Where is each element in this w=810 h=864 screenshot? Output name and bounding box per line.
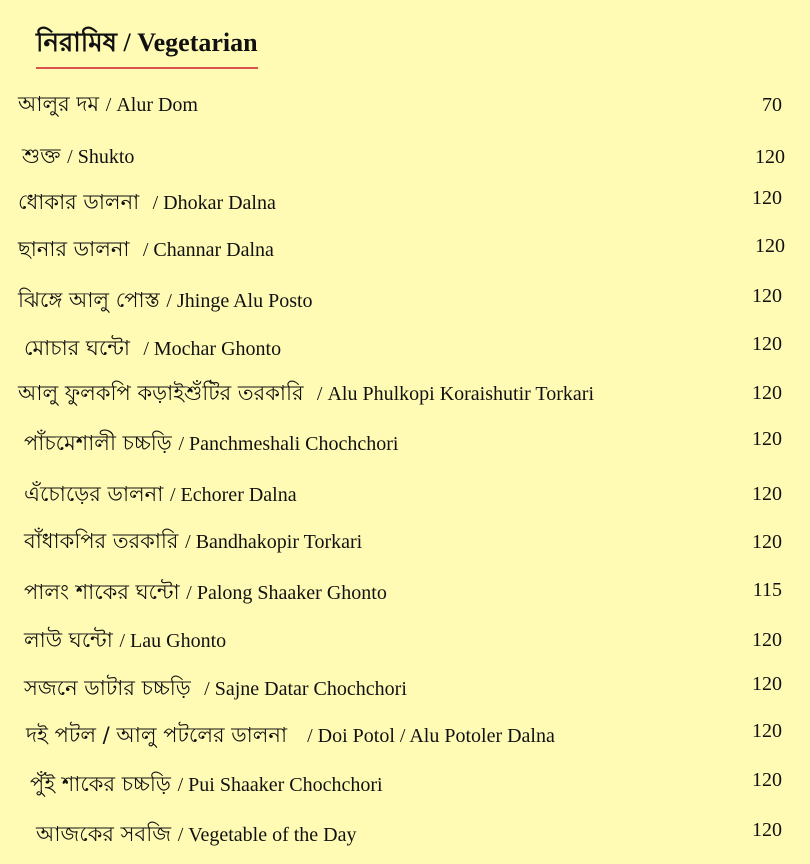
item-english: / Shukto — [67, 146, 135, 168]
item-bengali: পুঁই শাকের চচ্চড়ি — [30, 772, 171, 796]
menu-item-11 — [0, 624, 810, 654]
item-name — [24, 332, 281, 367]
menu-item-4 — [0, 284, 810, 314]
item-bengali: আলু ফুলকপি কড়াইশুঁটির তরকারি — [18, 381, 304, 405]
heading-separator: / — [117, 28, 138, 57]
item-english: / Vegetable of the Day — [177, 824, 357, 846]
item-bengali: ছানার ডালনা — [18, 237, 130, 261]
menu-item-6 — [0, 377, 810, 407]
item-english: / Lau Ghonto — [119, 630, 227, 652]
item-english: / Bandhakopir Torkari — [185, 531, 363, 553]
item-bengali: মোচার ঘন্টো — [24, 336, 130, 360]
item-bengali: শুক্ত — [22, 144, 61, 168]
item-price: 120 — [755, 146, 785, 168]
item-price: 120 — [752, 769, 782, 791]
menu-item-14 — [0, 768, 810, 798]
item-name — [24, 672, 407, 707]
menu-item-10 — [0, 576, 810, 606]
item-bengali: পাঁচমেশালী চচ্চড়ি — [24, 431, 172, 455]
item-price: 120 — [752, 483, 782, 505]
item-price: 120 — [752, 720, 782, 742]
item-name — [18, 233, 274, 268]
menu-item-13 — [0, 719, 810, 749]
item-bengali: এঁচোড়ের ডালনা — [24, 482, 164, 506]
menu-item-5 — [0, 332, 810, 362]
item-price: 120 — [752, 428, 782, 450]
item-english: / Doi Potol / Alu Potoler Dalna — [307, 725, 555, 747]
item-bengali: আজকের সবজি — [36, 822, 171, 846]
item-english: / Jhinge Alu Posto — [166, 290, 313, 312]
menu-item-8 — [0, 478, 810, 508]
item-name — [36, 818, 357, 853]
item-name — [18, 377, 594, 412]
item-english: / Palong Shaaker Ghonto — [186, 582, 387, 604]
item-english: / Echorer Dalna — [170, 484, 297, 506]
item-price: 70 — [762, 94, 782, 116]
item-bengali: সজনে ডাটার চচ্চড়ি — [24, 676, 191, 700]
item-bengali: ধোকার ডালনা — [18, 190, 140, 214]
item-name — [24, 478, 297, 513]
menu-item-3 — [0, 233, 810, 263]
item-bengali: পালং শাকের ঘন্টো — [24, 580, 180, 604]
item-bengali: দই পটল / আলু পটলের ডালনা — [26, 723, 288, 747]
item-english: / Panchmeshali Chochchori — [178, 433, 399, 455]
menu-item-0 — [0, 88, 810, 118]
item-name — [24, 624, 226, 659]
item-name — [18, 284, 313, 319]
item-english: / Sajne Datar Chochchori — [204, 678, 407, 700]
item-name — [18, 186, 276, 221]
item-english: / Dhokar Dalna — [152, 192, 276, 214]
item-name — [24, 525, 362, 560]
item-name — [30, 768, 383, 803]
menu-item-2 — [0, 186, 810, 216]
item-price: 120 — [752, 285, 782, 307]
item-name — [22, 140, 134, 175]
item-price: 120 — [752, 629, 782, 651]
item-price: 120 — [752, 531, 782, 553]
item-english: / Alur Dom — [105, 94, 198, 116]
heading-english: Vegetarian — [137, 28, 258, 57]
item-english: / Alu Phulkopi Koraishutir Torkari — [316, 383, 595, 405]
menu-item-9 — [0, 525, 810, 555]
item-price: 120 — [752, 819, 782, 841]
item-bengali: লাউ ঘন্টো — [24, 628, 113, 652]
menu-item-12 — [0, 672, 810, 702]
item-english: / Mochar Ghonto — [143, 338, 282, 360]
item-price: 115 — [752, 579, 782, 601]
item-english: / Pui Shaaker Chochchori — [177, 774, 383, 796]
item-name — [26, 719, 555, 754]
section-heading — [36, 22, 258, 69]
item-price: 120 — [752, 333, 782, 355]
item-bengali: আলুর দম — [18, 92, 100, 116]
menu-item-1 — [0, 140, 810, 170]
item-price: 120 — [752, 673, 782, 695]
heading-bengali: নিরামিষ — [36, 28, 118, 57]
item-bengali: বাঁধাকপির তরকারি — [24, 529, 179, 553]
item-english: / Channar Dalna — [142, 239, 274, 261]
item-name — [18, 88, 198, 123]
item-name — [24, 576, 387, 611]
menu-item-7 — [0, 427, 810, 457]
item-price: 120 — [755, 235, 785, 257]
menu-item-15 — [0, 818, 810, 848]
item-price: 120 — [752, 187, 782, 209]
item-bengali: ঝিঙ্গে আলু পোস্ত — [18, 288, 160, 312]
item-name — [24, 427, 398, 462]
item-price: 120 — [752, 382, 782, 404]
